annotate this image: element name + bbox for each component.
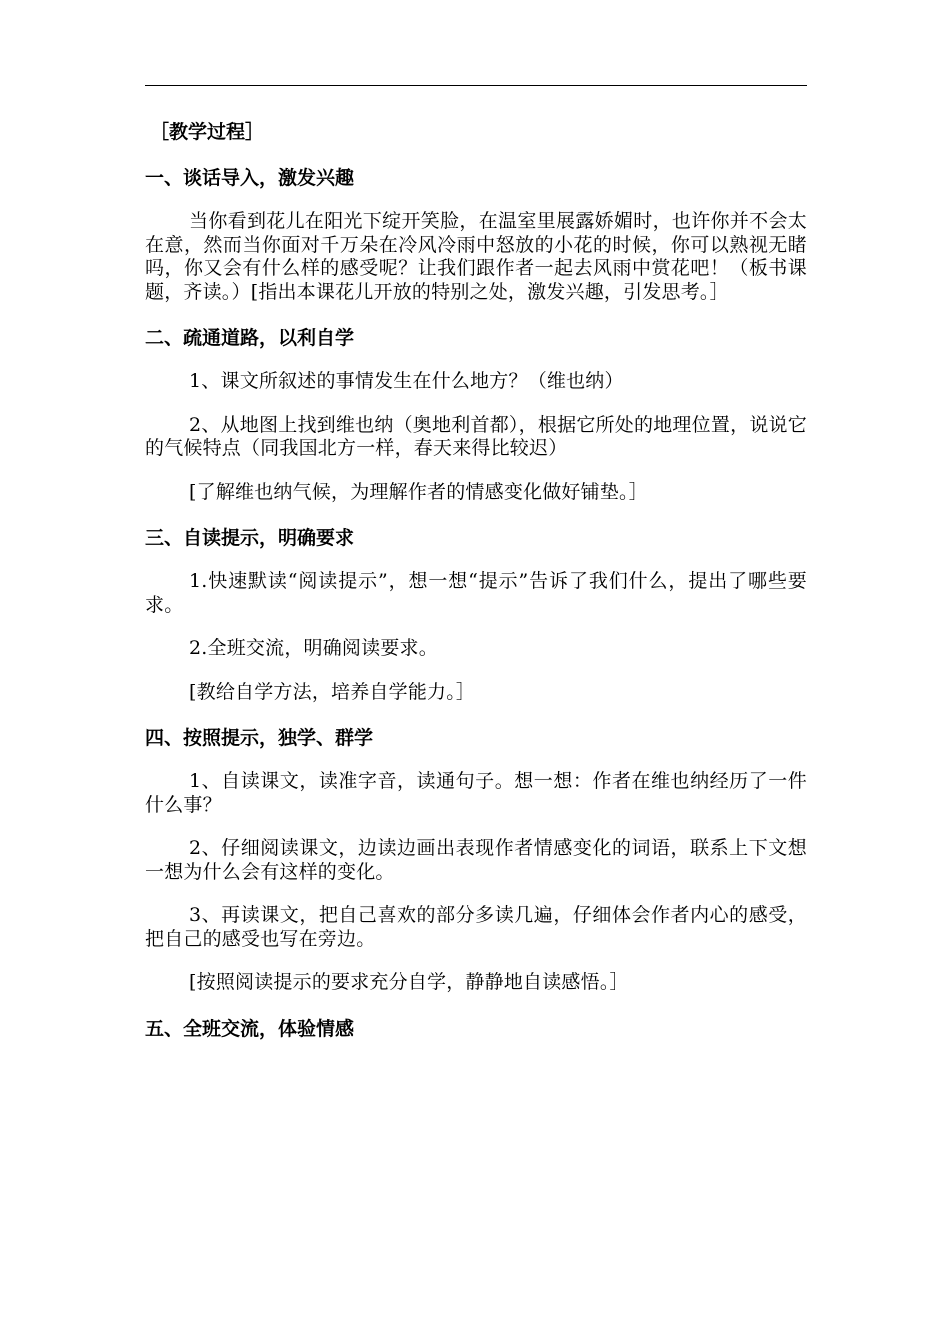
paragraph: 1、课文所叙述的事情发生在什么地方？（维也纳） [189, 370, 624, 392]
section-heading: 四、按照提示，独学、群学 [145, 727, 374, 749]
teaching-note: [教给自学方法，培养自学能力。］ [189, 680, 476, 703]
header-rule [145, 85, 807, 86]
section-2 [145, 324, 807, 504]
paragraph: 3、再读课文，把自己喜欢的部分多读几遍，仔细体会作者内心的感受，把自己的感受也写在旁边。 [145, 904, 807, 950]
process-title: ［教学过程］ [150, 121, 265, 143]
paragraph: 2、从地图上找到维也纳（奥地利首都），根据它所处的地理位置，说说它的气候特点（同我国北方一样，春天来得比较迟） [145, 413, 807, 459]
section-heading: 二、疏通道路，以利自学 [145, 327, 355, 349]
document-body [145, 118, 807, 1061]
section-3 [145, 524, 807, 704]
paragraph: 2、仔细阅读课文，边读边画出表现作者情感变化的词语，联系上下文想一想为什么会有这样的变化。 [145, 837, 807, 883]
paragraph: 1.快速默读“阅读提示”，想一想“提示”告诉了我们什么，提出了哪些要求。 [145, 570, 807, 616]
paragraph: 当你看到花儿在阳光下绽开笑脸，在温室里展露娇媚时，也许你并不会太在意，然而当你面对千万朵在冷风冷雨中怒放的小花的时候，你可以熟视无睹吗，你又会有什么样的感受呢？让我们跟作者一起去风雨中赏花吧！（板书课题，齐读。）[指出本课花儿开放的特别之处，激发兴趣，引发思考。］ [145, 210, 807, 303]
teaching-note: [按照阅读提示的要求充分自学，静静地自读感悟。］ [189, 971, 629, 993]
section-heading: 五、全班交流，体验情感 [145, 1017, 355, 1040]
section-heading: 一、谈话导入，激发兴趣 [145, 167, 355, 189]
paragraph: 2.全班交流，明确阅读要求。 [189, 637, 438, 659]
teaching-note: [了解维也纳气候，为理解作者的情感变化做好铺垫。］ [189, 480, 648, 503]
section-heading: 三、自读提示，明确要求 [145, 527, 355, 549]
paragraph: 1、自读课文，读准字音，读通句子。想一想：作者在维也纳经历了一件什么事？ [145, 770, 807, 816]
section-5 [145, 1015, 807, 1043]
section-4 [145, 724, 807, 995]
section-1 [145, 164, 807, 304]
